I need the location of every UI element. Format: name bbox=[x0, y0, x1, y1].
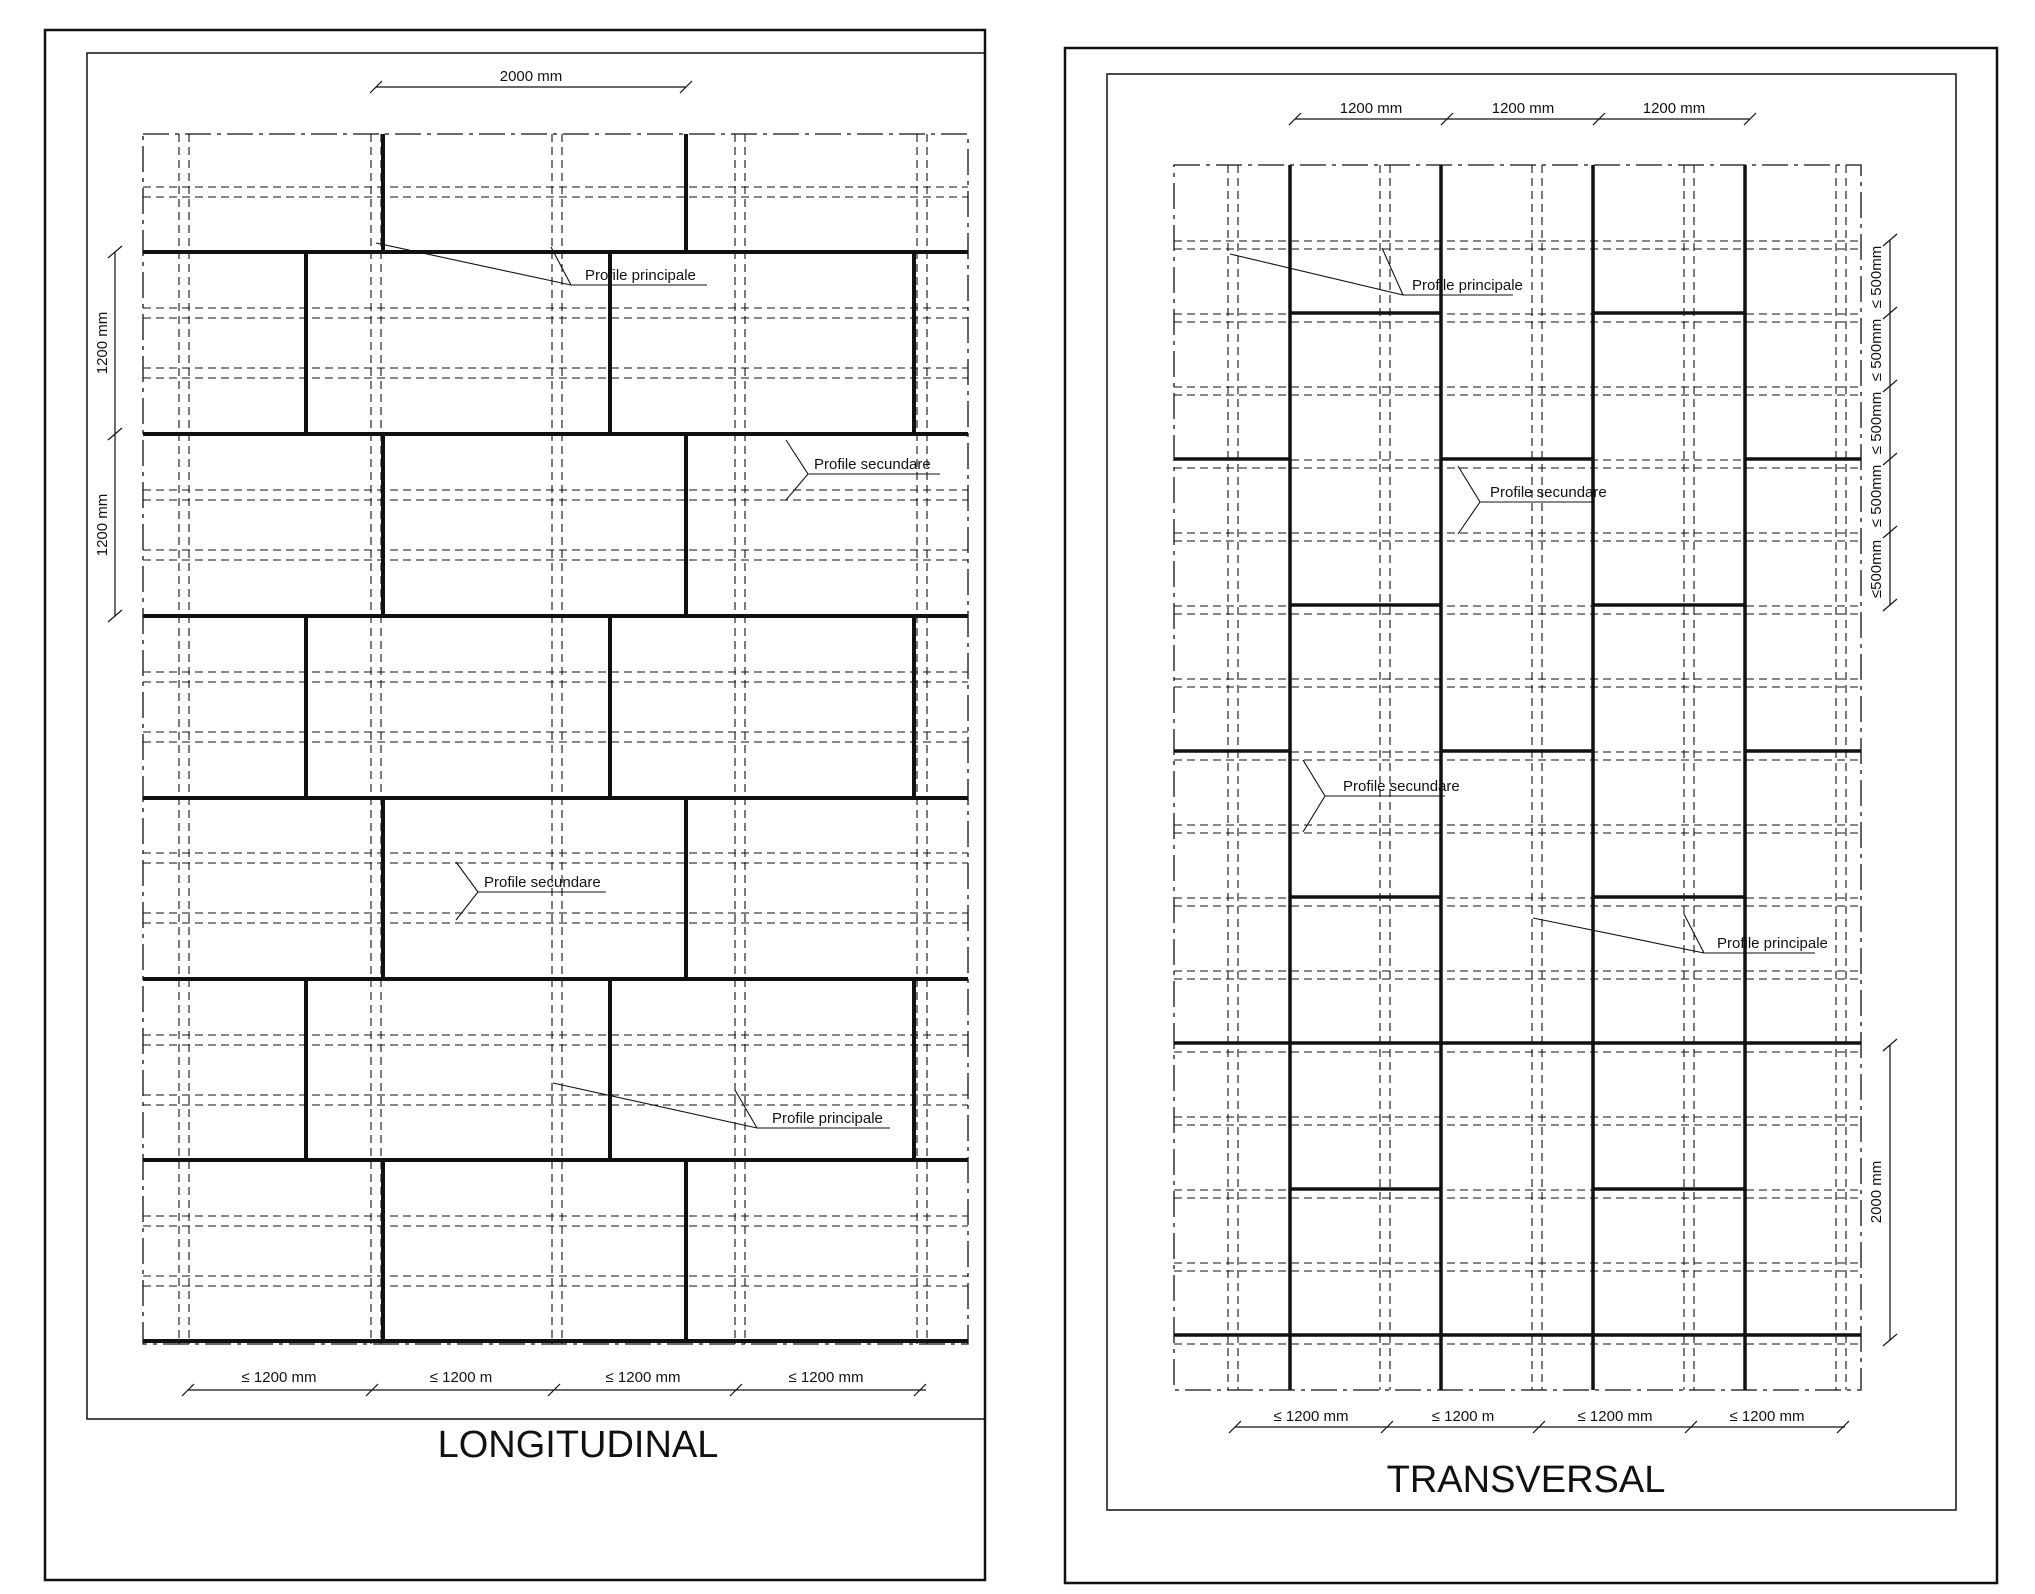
longitudinal-bottom-dimension-3: ≤ 1200 mm bbox=[605, 1369, 681, 1386]
transversal-label-principal-right: Profile principale bbox=[1717, 935, 1828, 952]
transversal-title: TRANSVERSAL bbox=[1386, 1459, 1666, 1501]
transversal-top-dimension-2: 1200 mm bbox=[1491, 100, 1555, 117]
longitudinal-outer-frame bbox=[45, 30, 985, 1580]
longitudinal-bottom-dimension bbox=[182, 1369, 926, 1396]
transversal-bottom-dimension bbox=[1229, 1408, 1849, 1433]
transversal-callout-secondary-low bbox=[1303, 760, 1460, 832]
transversal-grid bbox=[1174, 165, 1861, 1390]
transversal-outer-frame bbox=[1065, 48, 1997, 1583]
longitudinal-callout-secondary-mid bbox=[456, 862, 606, 920]
longitudinal-bottom-dimension-2: ≤ 1200 m bbox=[429, 1369, 493, 1386]
longitudinal-top-dimension-text: 2000 mm bbox=[499, 68, 563, 85]
longitudinal-ceiling-boundary bbox=[143, 134, 968, 1344]
transversal-ceiling-boundary bbox=[1174, 165, 1861, 1390]
transversal-top-dimension-3: 1200 mm bbox=[1642, 100, 1706, 117]
transversal-right-dimension-5: ≤500mm bbox=[1868, 539, 1885, 599]
transversal-top-dimension-1: 1200 mm bbox=[1339, 100, 1403, 117]
transversal-bottom-dimension-1: ≤ 1200 mm bbox=[1273, 1408, 1349, 1425]
transversal-label-principal-top: Profile principale bbox=[1412, 277, 1523, 294]
transversal-bottom-dimension-2: ≤ 1200 m bbox=[1431, 1408, 1495, 1425]
transversal-right-dimension-bottom: 2000 mm bbox=[1868, 1160, 1885, 1224]
transversal-label-secondary-mid: Profile secundare bbox=[1490, 484, 1607, 501]
longitudinal-left-dimension bbox=[94, 246, 122, 622]
longitudinal-left-dimension-2: 1200 mm bbox=[94, 493, 111, 557]
longitudinal-title: LONGITUDINAL bbox=[437, 1424, 719, 1466]
transversal-right-dimension-1: ≤ 500mm bbox=[1868, 245, 1885, 309]
transversal-callout-principal-right bbox=[1533, 914, 1828, 953]
transversal-callout-principal-top bbox=[1230, 248, 1523, 295]
longitudinal-grid bbox=[143, 134, 968, 1344]
transversal-right-dimension-4: ≤ 500mm bbox=[1868, 464, 1885, 528]
longitudinal-bottom-dimension-4: ≤ 1200 mm bbox=[788, 1369, 864, 1386]
longitudinal-label-principal-bottom: Profile principale bbox=[772, 1110, 883, 1127]
transversal-right-dimension bbox=[1868, 234, 1897, 1346]
transversal-right-dimension-3: ≤ 500mm bbox=[1868, 391, 1885, 455]
transversal-top-dimension bbox=[1289, 100, 1756, 125]
transversal-bottom-dimension-4: ≤ 1200 mm bbox=[1729, 1408, 1805, 1425]
longitudinal-label-secondary-right: Profile secundare bbox=[814, 456, 931, 473]
transversal-right-dimension-2: ≤ 500mm bbox=[1868, 318, 1885, 382]
longitudinal-bottom-dimension-1: ≤ 1200 mm bbox=[241, 1369, 317, 1386]
longitudinal-sheet bbox=[45, 30, 985, 1580]
transversal-sheet bbox=[1065, 48, 1997, 1583]
longitudinal-label-secondary-mid: Profile secundare bbox=[484, 874, 601, 891]
longitudinal-top-dimension bbox=[370, 68, 692, 93]
longitudinal-label-principal-top: Profile principale bbox=[585, 267, 696, 284]
longitudinal-inner-frame bbox=[87, 53, 985, 1419]
longitudinal-left-dimension-1: 1200 mm bbox=[94, 311, 111, 375]
longitudinal-callout-principal-top bbox=[376, 243, 707, 285]
transversal-bottom-dimension-3: ≤ 1200 mm bbox=[1577, 1408, 1653, 1425]
transversal-label-secondary-low: Profile secundare bbox=[1343, 778, 1460, 795]
